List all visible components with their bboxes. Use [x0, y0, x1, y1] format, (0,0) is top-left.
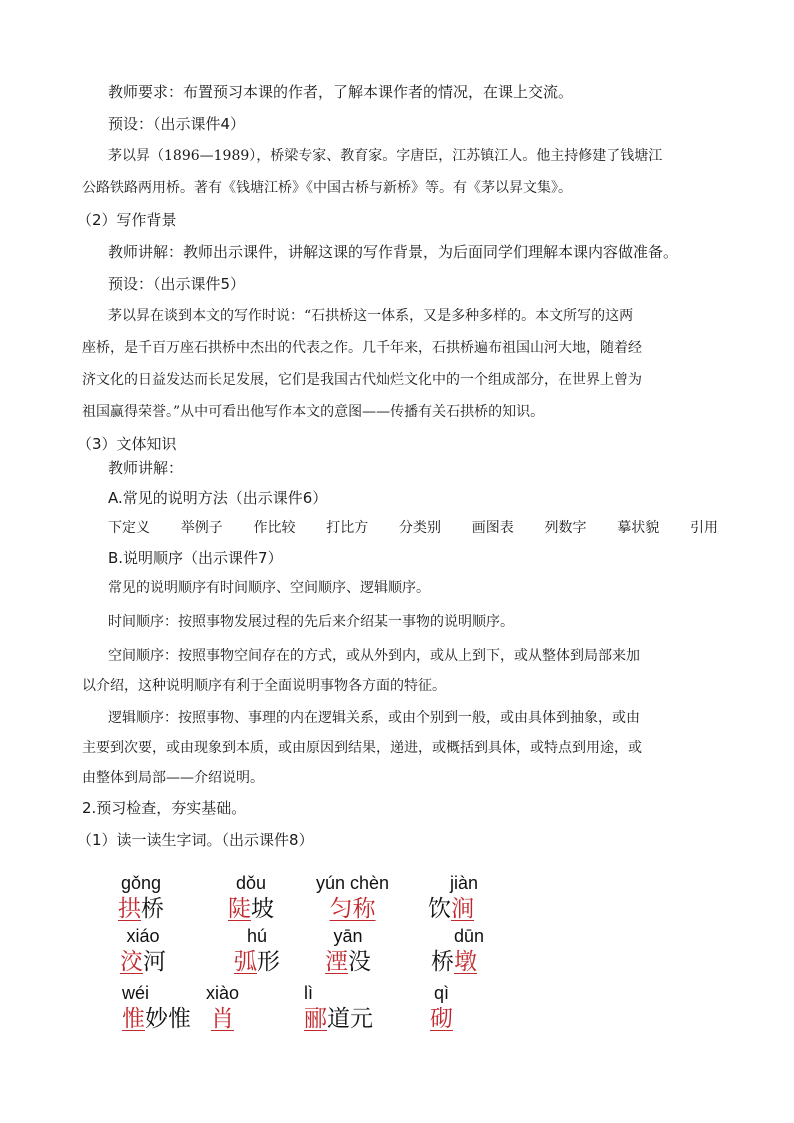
target-character: 拱 [118, 896, 141, 922]
vocab-word [118, 872, 164, 924]
pinyin: jiàn [450, 873, 479, 893]
order-overview: 常见的说明顺序有时间顺序、空间顺序、逻辑顺序。 [108, 580, 430, 596]
explanation-methods-list [108, 518, 718, 538]
target-character: 涧 [451, 896, 475, 922]
pinyin: xiáo [126, 926, 160, 946]
pinyin: wéi [122, 983, 150, 1003]
method-item: 列数字 [544, 520, 587, 536]
context-character: 没 [348, 949, 371, 975]
context-character: 桥 [431, 949, 455, 975]
preview-check-heading: 2.预习检查，夯实基础。 [82, 799, 247, 817]
pinyin: xiào [206, 983, 240, 1003]
target-character: 陡 [228, 896, 251, 922]
background-text-line-4: 祖国赢得荣誉。”从中可看出他写作本文的意图——传播有关石拱桥的知识。 [82, 404, 545, 420]
pinyin: dǒu [235, 873, 267, 893]
space-order-line-2: 以介绍，这种说明顺序有利于全面说明事物各方面的特征。 [82, 678, 446, 694]
vocab-word [120, 925, 166, 977]
vocab-word [228, 872, 274, 924]
logic-order-line-1: 逻辑顺序：按照事物、事理的内在逻辑关系，或由个别到一般，或由具体到抽象，或由 [108, 710, 640, 726]
background-text-line-1: 茅以昇在谈到本文的写作时说：“石拱桥这一体系，又是多种多样的。本文所写的这两 [108, 308, 634, 324]
target-character: 砌 [430, 1006, 453, 1032]
pinyin: dūn [454, 926, 485, 946]
target-character: 湮 [325, 949, 348, 975]
vocab-word [316, 872, 389, 924]
teacher-requirement: 教师要求：布置预习本课的作者，了解本课作者的情况，在课上交流。 [108, 83, 574, 101]
vocab-word [234, 925, 280, 977]
context-character: 道元 [327, 1006, 373, 1032]
target-character: 弧 [234, 949, 257, 975]
target-character: 郦 [304, 1006, 327, 1032]
vocab-word [325, 925, 371, 977]
method-item: 分类别 [399, 520, 441, 536]
teacher-explain-label: 教师讲解： [108, 459, 184, 477]
pinyin: yún chèn [316, 873, 390, 893]
author-bio-line-2: 公路铁路两用桥。著有《钱塘江桥》《中国古桥与新桥》等。有《茅以昇文集》。 [82, 180, 572, 196]
target-character: 肖 [211, 1006, 235, 1032]
teacher-explain-background: 教师讲解：教师出示课件，讲解这课的写作背景，为后面同学们理解本课内容做准备。 [108, 243, 679, 261]
pinyin: gǒng [120, 873, 162, 893]
pinyin: lì [304, 983, 313, 1003]
methods-heading: A.常见的说明方法（出示课件6） [108, 489, 328, 507]
author-bio-line-1: 茅以昇（1896—1989），桥梁专家、教育家。字唐臣，江苏镇江人。他主持修建了钱塘江 [108, 148, 663, 164]
method-item: 作比较 [253, 520, 296, 536]
space-order-line-1: 空间顺序：按照事物空间存在的方式，或从外到内，或从上到下，或从整体到局部来加 [108, 648, 640, 664]
method-item: 下定义 [108, 520, 150, 536]
logic-order-line-2: 主要到次要，或由现象到本质，或由原因到结果，递进，或概括到具体，或特点到用途，或 [82, 740, 642, 756]
method-item: 摹状貌 [617, 520, 660, 536]
order-heading: B.说明顺序（出示课件7） [108, 549, 283, 567]
time-order: 时间顺序：按照事物发展过程的先后来介绍某一事物的说明顺序。 [108, 614, 514, 630]
method-item: 举例子 [180, 520, 223, 536]
vocab-word [424, 872, 478, 924]
logic-order-line-3: 由整体到局部——介绍说明。 [82, 770, 264, 786]
vocab-word [206, 982, 239, 1034]
target-character: 惟 [122, 1006, 145, 1032]
section-writing-background: （2）写作背景 [77, 211, 177, 229]
read-words-heading: （1）读一读生字词。（出示课件8） [77, 831, 314, 849]
context-character: 桥 [141, 896, 164, 922]
target-character: 匀称 [329, 896, 376, 922]
preset-courseware-5: 预设：（出示课件5） [108, 275, 246, 293]
target-character: 洨 [120, 949, 143, 975]
vocab-word [122, 982, 191, 1034]
context-character: 坡 [251, 896, 274, 922]
context-character: 妙惟 [145, 1006, 191, 1032]
context-character: 饮 [428, 896, 452, 922]
context-character: 河 [143, 949, 166, 975]
preset-courseware-4: 预设：（出示课件4） [108, 115, 246, 133]
target-character: 墩 [454, 949, 478, 975]
background-text-line-3: 济文化的日益发达而长足发展，它们是我国古代灿烂文化中的一个组成部分，在世界上曾为 [82, 372, 642, 388]
method-item: 打比方 [326, 520, 369, 536]
context-character: 形 [257, 949, 280, 975]
method-item: 引用 [690, 520, 718, 536]
pinyin: yān [333, 926, 363, 946]
background-text-line-2: 座桥，是千百万座石拱桥中杰出的代表之作。几千年来，石拱桥遍布祖国山河大地，随着经 [82, 340, 642, 356]
section-genre-knowledge: （3）文体知识 [77, 435, 177, 453]
vocab-word [430, 982, 453, 1034]
pinyin: qì [433, 983, 449, 1003]
vocab-word [424, 925, 484, 977]
pinyin: hú [246, 926, 268, 946]
method-item: 画图表 [471, 520, 514, 536]
vocab-word [304, 982, 373, 1034]
